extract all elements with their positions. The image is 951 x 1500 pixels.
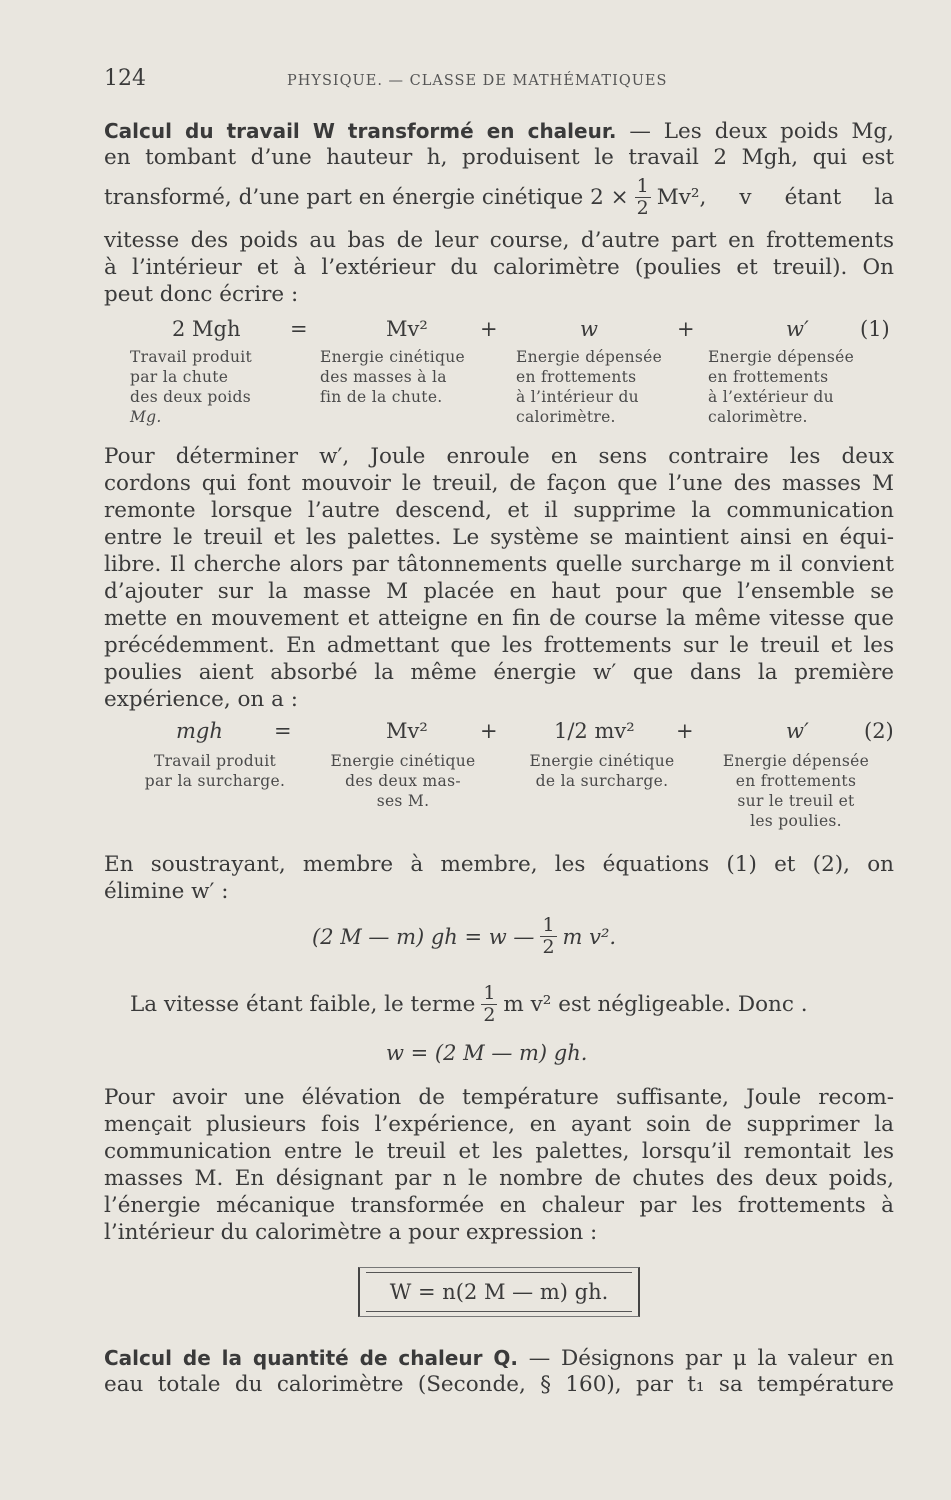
boxed-formula: W = n(2 M — m) gh.: [358, 1267, 640, 1317]
para2-line-7: mette en mouvement et atteigne en fin de course la même vitesse que: [104, 606, 894, 631]
eq1-caption-external: Energie dépensée en frottements à l’extérieur du calorimètre.: [708, 348, 855, 426]
para4-line-2: mençait plusieurs fois l’expérience, en ayant soin de supprimer la: [104, 1112, 894, 1137]
running-title: PHYSIQUE. — CLASSE DE MATHÉMATIQUES: [287, 73, 668, 89]
section-heading-work: Calcul du travail W transformé en chaleur.: [104, 119, 617, 143]
section-heading-heat: Calcul de la quantité de chaleur Q.: [104, 1346, 519, 1370]
para4-line-3: communication entre le treuil et les palettes, lorsqu’il remontait les: [104, 1139, 894, 1164]
equation-subtraction: (2 M — m) gh = w — $\frac{1}{2}$ m v².: [312, 914, 617, 958]
para5-line-1: Calcul de la quantité de chaleur Q. — Désignons par μ la valeur en: [104, 1346, 894, 1371]
para1-line-4: vitesse des poids au bas de leur course, d’autre part en frottements: [104, 228, 894, 253]
para2-line-8: précédemment. En admettant que les frottements sur le treuil et les: [104, 633, 894, 658]
eq2-caption-friction: Energie dépensée en frottements sur le treuil et les poulies.: [722, 752, 870, 830]
eq1-caption-kinetic: Energie cinétique des masses à la fin de la chute.: [320, 348, 466, 406]
para4-line-4: masses M. En désignant par n le nombre de chutes des deux poids,: [104, 1166, 894, 1191]
para1-line-3: transformé, d’une part en énergie cinétique 2 × $\frac{1}{2}$ Mv², v étant la: [104, 175, 894, 219]
para2-line-4: entre le treuil et les palettes. Le système se maintient ainsi en équi-: [104, 525, 894, 550]
eq1-caption-internal: Energie dépensée en frottements à l’intérieur du calorimètre.: [516, 348, 663, 426]
eq2-caption-kinetic-masses: Energie cinétique des deux mas- ses M.: [330, 752, 476, 810]
book-page: 124 PHYSIQUE. — CLASSE DE MATHÉMATIQUES Calcul du travail W transformé en chaleur. — Les deux poids Mg, en tombant d’une hauteur h, produisent le travail 2 Mgh, qui est transformé, d’une part en énergie cinétique 2 × $\frac{1}{2}$ Mv², v étant la vitesse des poids au bas de leur course, d’autre part en frottements à l’intérieur et à l’extérieur du calorimètre (poulies et treuil). On peut donc écrire : 2 Mgh = Mv² + w + w′ (1) Travail produit par la chute des deux poids Mg. Energie cinétique des masses à la fin de la chute. Energie dépensée en frottements à l’intérieur du calorimètre. Energie dépensée en frottements à l’extérieur du calorimètre. Pour déterminer w′, Joule enroule en sens contraire les deux cordons qui font mouvoir le treuil, de façon que l’une des masses M remonte lorsque l’autre descend, et il supprime la communication entre le treuil et les palettes. Le système se maintient ainsi en équi- libre. Il cherche alors par tâtonnements quelle surcharge m il convient d’ajouter sur la masse M placée en haut pour que l’ensemble se mette en mouvement et atteigne en fin de course la même vitesse que précédemment. En admettant que les frottements sur le treuil et les poulies aient absorbé la même énergie w′ que dans la première expérience, on a : mgh = Mv² + 1/2 mv² + w′ (2) Travail produit par la surcharge. Energie cinétique des deux mas- ses M. Energie cinétique de la surcharge. Energie dépensée en frottements sur le treuil et les poulies. En soustrayant, membre à membre, les équations (1) et (2), on élimine w′ : (2 M — m) gh = w — $\frac{1}{2}$ m v². La vitesse étant faible, le terme $\frac{1}{2}$ m v² est négligeable. Donc . w = (2 M — m) gh. Pour avoir une élévation de température suffisante, Joule recom- mençait plusieurs fois l’expérience, en ayant soin de supprimer la communication entre le treuil et les palettes, lorsqu’il remontait les masses M. En désignant par n le nombre de chutes des deux poids, l’énergie mécanique transformée en chaleur par les frottements à l’intérieur du calorimètre a pour expression : W = n(2 M — m) gh. Calcul de la quantité de chaleur Q. — Désignons par μ la valeur en eau totale du calorimètre (Seconde, § 160), par t₁ sa température: [104, 66, 895, 1397]
para1-line-1: Calcul du travail W transformé en chaleur. — Les deux poids Mg,: [104, 119, 895, 144]
para2-line-3: remonte lorsque l’autre descend, et il supprime la communication: [104, 498, 894, 523]
para2-line-6: d’ajouter sur la masse M placée en haut pour que l’ensemble se: [104, 579, 894, 604]
para3-line-3: La vitesse étant faible, le terme $\frac{1}{2}$ m v² est négligeable. Donc .: [130, 982, 808, 1026]
para1-line-5: à l’intérieur et à l’extérieur du calorimètre (poulies et treuil). On: [104, 255, 894, 280]
fraction-one-half: $\frac{1}{2}$: [636, 175, 649, 219]
para1-line-2: en tombant d’une hauteur h, produisent le travail 2 Mgh, qui est: [104, 145, 894, 170]
para4-line-6: l’intérieur du calorimètre a pour expression :: [104, 1220, 598, 1245]
para2-line-2: cordons qui font mouvoir le treuil, de façon que l’une des masses M: [104, 471, 894, 496]
para3-line-2: élimine w′ :: [104, 879, 229, 904]
para2-line-9: poulies aient absorbé la même énergie w′ que dans la première: [104, 660, 894, 685]
para2-line-1: Pour déterminer w′, Joule enroule en sens contraire les deux: [104, 444, 894, 469]
eq2-caption-kinetic-overload: Energie cinétique de la surcharge.: [529, 752, 675, 790]
para5-line-2: eau totale du calorimètre (Seconde, § 160), par t₁ sa température: [104, 1372, 894, 1397]
para1-line-6: peut donc écrire :: [104, 282, 299, 307]
eq1-caption-work: Travail produit par la chute des deux poids Mg.: [130, 348, 253, 426]
para4-line-1: Pour avoir une élévation de température suffisante, Joule recom-: [104, 1085, 894, 1110]
page-number: 124: [104, 66, 146, 91]
eq2-caption-work: Travail produit par la surcharge.: [144, 752, 286, 790]
para3-line-1: En soustrayant, membre à membre, les équations (1) et (2), on: [104, 852, 894, 877]
equation-result: w = (2 M — m) gh.: [386, 1041, 588, 1065]
para2-line-10: expérience, on a :: [104, 687, 299, 712]
para4-line-5: l’énergie mécanique transformée en chaleur par les frottements à: [104, 1193, 894, 1218]
para2-line-5: libre. Il cherche alors par tâtonnements quelle surcharge m il convient: [104, 552, 894, 577]
